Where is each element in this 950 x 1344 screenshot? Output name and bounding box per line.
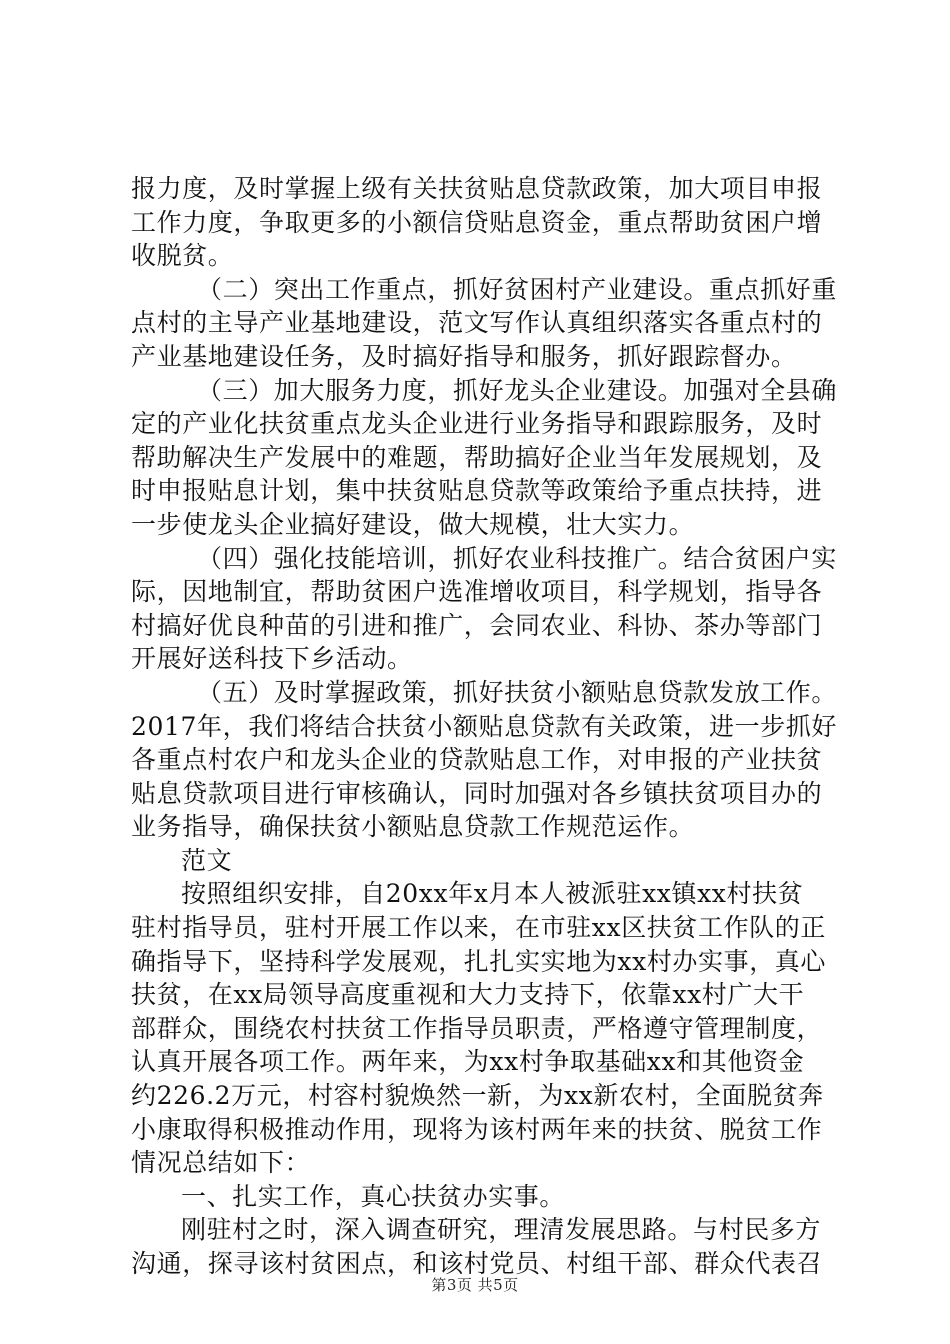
text-line: 收脱贫。: [131, 241, 234, 271]
text-line: 点村的主导产业基地建设，范文写作认真组织落实各重点村的: [131, 308, 823, 338]
text-line: 村搞好优良种苗的引进和推广，会同农业、科协、茶办等部门: [131, 610, 823, 640]
text-line: 情况总结如下：: [131, 1148, 311, 1178]
text-line: 一步使龙头企业搞好建设，做大规模，壮大实力。: [131, 509, 695, 539]
text-line: 业务指导，确保扶贫小额贴息贷款工作规范运作。: [131, 812, 695, 842]
text-line: 报力度，及时掌握上级有关扶贫贴息贷款政策，加大项目申报: [131, 174, 823, 203]
text-line: 时申报贴息计划，集中扶贫贴息贷款等政策给予重点扶持，进: [131, 476, 823, 506]
text-line: 部群众，围绕农村扶贫工作指导员职责，严格遵守管理制度，: [131, 1013, 823, 1043]
text-line: （四）强化技能培训，抓好农业科技推广。结合贫困户实: [197, 543, 838, 573]
text-line: 范文: [181, 845, 233, 875]
text-line: 帮助解决生产发展中的难题，帮助搞好企业当年发展规划，及: [131, 442, 823, 472]
text-line: 刚驻村之时，深入调查研究，理清发展思路。与村民多方: [181, 1215, 822, 1245]
text-line: 约226.2万元，村容村貌焕然一新，为xx新农村，全面脱贫奔: [131, 1081, 824, 1111]
text-line: 各重点村农户和龙头企业的贷款贴息工作，对申报的产业扶贫: [131, 745, 823, 775]
text-line: 产业基地建设任务，及时搞好指导和服务，抓好跟踪督办。: [131, 341, 797, 371]
text-line: 贴息贷款项目进行审核确认，同时加强对各乡镇扶贫项目办的: [131, 778, 823, 808]
text-line: 定的产业化扶贫重点龙头企业进行业务指导和跟踪服务，及时: [131, 409, 823, 439]
text-line: 扶贫，在xx局领导高度重视和大力支持下，依靠xx村广大干: [131, 980, 805, 1010]
text-line: 际，因地制宜，帮助贫困户选准增收项目，科学规划，指导各: [131, 577, 823, 607]
text-line: 开展好送科技下乡活动。: [131, 644, 413, 674]
text-line: （五）及时掌握政策，抓好扶贫小额贴息贷款发放工作。: [197, 677, 838, 707]
text-line: （二）突出工作重点，抓好贫困村产业建设。重点抓好重: [197, 274, 838, 304]
text-line: 工作力度，争取更多的小额信贷贴息资金，重点帮助贫困户增: [131, 207, 823, 237]
text-line: 确指导下，坚持科学发展观，扎扎实实地为xx村办实事，真心: [131, 946, 827, 976]
text-line: 按照组织安排，自20xx年x月本人被派驻xx镇xx村扶贫: [181, 879, 804, 909]
document-body: [131, 172, 838, 1281]
text-line: 一、扎实工作，真心扶贫办实事。: [181, 1181, 566, 1211]
text-line: 2017年，我们将结合扶贫小额贴息贷款有关政策，进一步抓好: [131, 711, 838, 741]
text-line: 驻村指导员，驻村开展工作以来，在市驻xx区扶贫工作队的正: [131, 913, 827, 943]
text-line: （三）加大服务力度，抓好龙头企业建设。加强对全县确: [197, 375, 838, 405]
text-line: 小康取得积极推动作用，现将为该村两年来的扶贫、脱贫工作: [131, 1114, 823, 1144]
text-line: 沟通，探寻该村贫困点，和该村党员、村组干部、群众代表召: [131, 1249, 823, 1278]
page-footer: 第3页 共5页: [431, 1276, 519, 1294]
text-line: 认真开展各项工作。两年来，为xx村争取基础xx和其他资金: [131, 1047, 805, 1077]
